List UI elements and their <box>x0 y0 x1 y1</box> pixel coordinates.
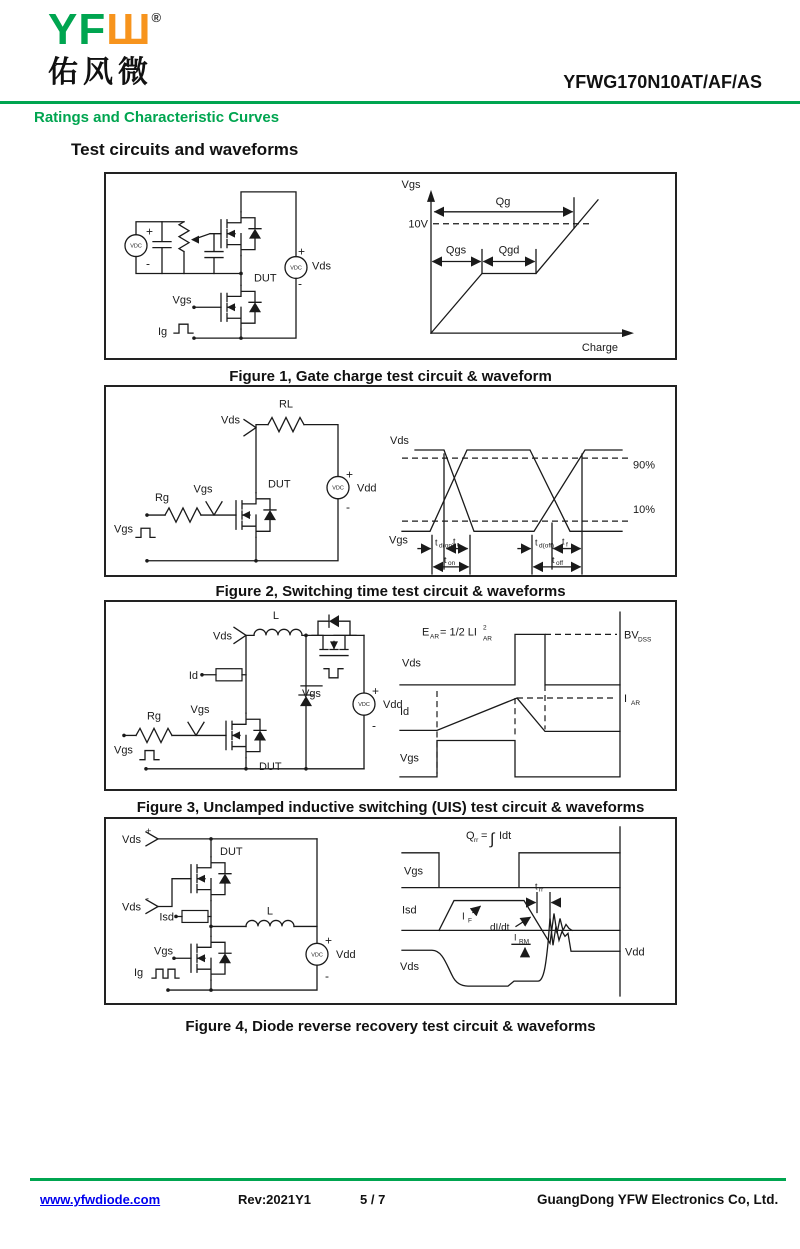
fig4-if-sub: F <box>467 917 472 925</box>
figure3-panel <box>104 600 677 791</box>
fig4-irm-sub: RM <box>519 938 530 946</box>
logo-yf-text: YF <box>48 5 107 54</box>
fig1-ig-pulse-icon <box>174 324 193 333</box>
fig3-circuit <box>114 610 403 773</box>
diode-recovery-test-diagram <box>106 819 675 1003</box>
section-title: Ratings and Characteristic Curves <box>34 109 280 126</box>
fig3-wave-id-label: Id <box>400 706 410 719</box>
fig4-formula-eq: = <box>480 829 488 842</box>
footer-revision: Rev:2021Y1 <box>238 1192 311 1207</box>
fig4-isd-sense-box <box>182 911 208 923</box>
fig2-vds-probe-label: Vds <box>221 414 240 427</box>
fig2-tr-sub: r <box>457 541 460 549</box>
fig3-vdd-label: Vdd <box>383 699 403 712</box>
fig1-src-plus: + <box>146 224 154 239</box>
fig4-vdd-minus: - <box>325 969 329 984</box>
fig2-wave-vds-label: Vds <box>390 434 409 447</box>
fig2-vdd-minus: - <box>346 499 350 515</box>
registered-mark: ® <box>151 10 163 25</box>
yfw-logo <box>48 5 163 89</box>
fig2-td-on-sub: d(on) <box>439 542 455 550</box>
fig4-wave-isd-label: Isd <box>401 904 417 917</box>
fig3-bvdss-sub: DSS <box>638 636 652 644</box>
fig3-formula-ar-sub: AR <box>430 633 440 641</box>
fig3-vgs-bar-label: Vgs <box>302 687 321 701</box>
fig4-vdd-plus: + <box>325 933 333 948</box>
fig3-l-label: L <box>272 610 280 623</box>
fig4-vds-minus-sign: - <box>146 893 150 904</box>
fig1-circuit <box>125 192 331 340</box>
fig4-ig-double-pulse-icon <box>152 969 179 978</box>
figure3-caption: Figure 3, Unclamped inductive switching (UIS) test circuit & waveforms <box>136 799 645 816</box>
fig4-formula-integral: ∫ <box>489 830 495 848</box>
fig4-vds-plus-sign: + <box>146 825 152 836</box>
fig3-formula-mid: = 1/2 LI <box>440 626 477 639</box>
fig2-circuit <box>114 398 377 562</box>
fig1-vds-minus: - <box>298 276 302 291</box>
figure1-caption: Figure 1, Gate charge test circuit & waveform <box>229 368 552 385</box>
fig4-vdd-label: Vdd <box>336 949 356 962</box>
fig4-wave-vdd-label: Vdd <box>624 946 645 959</box>
fig3-id-label: Id <box>188 669 198 682</box>
fig4-if-label: I <box>462 911 465 923</box>
figure4-panel <box>104 817 677 1005</box>
fig1-waveform <box>402 179 634 354</box>
fig3-wave-vgs-label: Vgs <box>400 752 419 765</box>
figure4-caption: Figure 4, Diode reverse recovery test circuit & waveforms <box>185 1018 596 1035</box>
fig3-vds-probe-label: Vds <box>213 630 232 643</box>
fig2-ton-label: t <box>444 554 447 565</box>
fig2-vdd-plus: + <box>346 467 354 482</box>
fig1-vgs-label: Vgs <box>172 294 192 307</box>
figure2-caption: Figure 2, Switching time test circuit & waveforms <box>215 583 566 600</box>
fig4-vgs-label: Vgs <box>154 945 173 958</box>
fig1-wave-qgd-label: Qgd <box>498 244 520 257</box>
fig2-vgs-input-label: Vgs <box>114 523 133 536</box>
fig2-dut-label: DUT <box>268 478 291 491</box>
fig1-wave-10v-label: 10V <box>408 218 428 231</box>
logo-chinese-text: 佑风微 <box>48 56 153 89</box>
fig3-vdd-minus: - <box>372 718 376 733</box>
fig2-waveform <box>389 435 655 574</box>
fig1-vds-plus: + <box>298 244 306 259</box>
fig2-wave-90pct-label: 90% <box>633 459 656 472</box>
fig3-formula-ar2-sub: AR <box>483 635 493 643</box>
fig2-toff-sub: off <box>556 559 564 567</box>
fig4-trr-label: t <box>535 881 538 892</box>
fig2-vgs-pulse-icon <box>136 528 155 537</box>
fig1-wave-qg-label: Qg <box>495 195 511 208</box>
fig4-l-label: L <box>266 905 274 918</box>
fig1-ig-label: Ig <box>158 326 168 339</box>
fig1-vds-label: Vds <box>312 260 331 273</box>
fig3-vgs-probe-label: Vgs <box>190 704 210 717</box>
fig4-formula-idt: Idt <box>499 829 512 842</box>
fig4-formula-rr-sub: rr <box>474 836 479 844</box>
fig2-tf-label: t <box>562 536 565 547</box>
fig4-didt-label: dI/dt <box>489 922 510 934</box>
fig2-td-on-label: t <box>435 537 438 548</box>
fig3-formula-sup2: 2 <box>483 624 487 632</box>
fig3-iar-sub: AR <box>630 700 641 708</box>
fig3-vdd-plus: + <box>372 683 380 699</box>
uis-test-diagram <box>106 602 675 789</box>
fig2-tf-sub: f <box>566 541 568 549</box>
fig3-dut-label: DUT <box>259 760 282 773</box>
fig2-vdd-label: Vdd <box>357 482 377 495</box>
figure2-panel <box>104 385 677 577</box>
gate-charge-test-diagram <box>106 174 675 358</box>
footer-website-link[interactable]: www.yfwdiode.com <box>40 1192 161 1207</box>
fig3-wave-vds-label: Vds <box>402 657 421 670</box>
fig3-vgs-pulse-icon <box>140 751 159 760</box>
fig2-wave-10pct-label: 10% <box>633 503 656 517</box>
fig3-iar-label: I <box>624 693 628 706</box>
fig2-tr-label: t <box>453 536 456 547</box>
fig1-dut-label: DUT <box>253 272 277 285</box>
fig2-rg-label: Rg <box>154 491 170 504</box>
fig3-id-sense-box <box>216 669 242 681</box>
fig4-waveform <box>400 827 645 996</box>
fig3-bvdss-label: BV <box>624 629 639 642</box>
footer-company: GuangDong YFW Electronics Co, Ltd. <box>537 1192 779 1207</box>
fig4-isd-label: Isd <box>159 911 174 924</box>
fig4-vds-plus-label: Vds <box>122 833 141 846</box>
fig4-wave-vgs-label: Vgs <box>403 865 423 878</box>
fig3-formula-e: E <box>422 626 430 639</box>
fig2-toff-label: t <box>552 554 555 565</box>
fig2-td-off-label: t <box>535 537 538 548</box>
fig1-src-minus: - <box>146 256 150 271</box>
figure1-panel <box>104 172 677 360</box>
fig4-trr-sub: rr <box>539 886 544 894</box>
fig1-wave-charge-label: Charge <box>581 342 618 355</box>
fig4-ig-label: Ig <box>134 967 144 980</box>
fig3-rg-label: Rg <box>146 710 162 723</box>
fig2-ton-sub: on <box>448 559 456 567</box>
footer-rule <box>30 1178 786 1181</box>
fig4-dut-label: DUT <box>220 845 243 858</box>
fig3-waveform <box>400 612 652 777</box>
fig4-formula-q: Q <box>466 829 475 842</box>
fig4-vds-minus-label: Vds <box>122 901 141 914</box>
part-number: YFWG170N10AT/AF/AS <box>563 72 762 92</box>
fig3-vgs-bar-pulse-icon <box>324 669 343 678</box>
fig1-wave-vgs-axis-label: Vgs <box>401 178 421 191</box>
page-title: Test circuits and waveforms <box>71 140 299 159</box>
fig2-vgs-probe-label: Vgs <box>193 483 213 496</box>
switching-time-test-diagram <box>106 387 675 575</box>
fig3-vgs-input-label: Vgs <box>114 744 133 757</box>
fig4-wave-vds-label: Vds <box>399 961 419 974</box>
header-rule <box>0 101 800 104</box>
fig4-circuit <box>122 826 356 992</box>
fig1-wave-qgs-label: Qgs <box>445 244 467 257</box>
fig2-td-off-sub: d(off) <box>539 542 555 550</box>
fig2-wave-vgs-label: Vgs <box>389 534 408 547</box>
fig2-rl-label: RL <box>278 398 294 411</box>
logo-w-glyph: Ш <box>106 5 152 54</box>
footer-page-number: 5 / 7 <box>360 1192 386 1207</box>
fig4-irm-label: I <box>514 932 517 943</box>
